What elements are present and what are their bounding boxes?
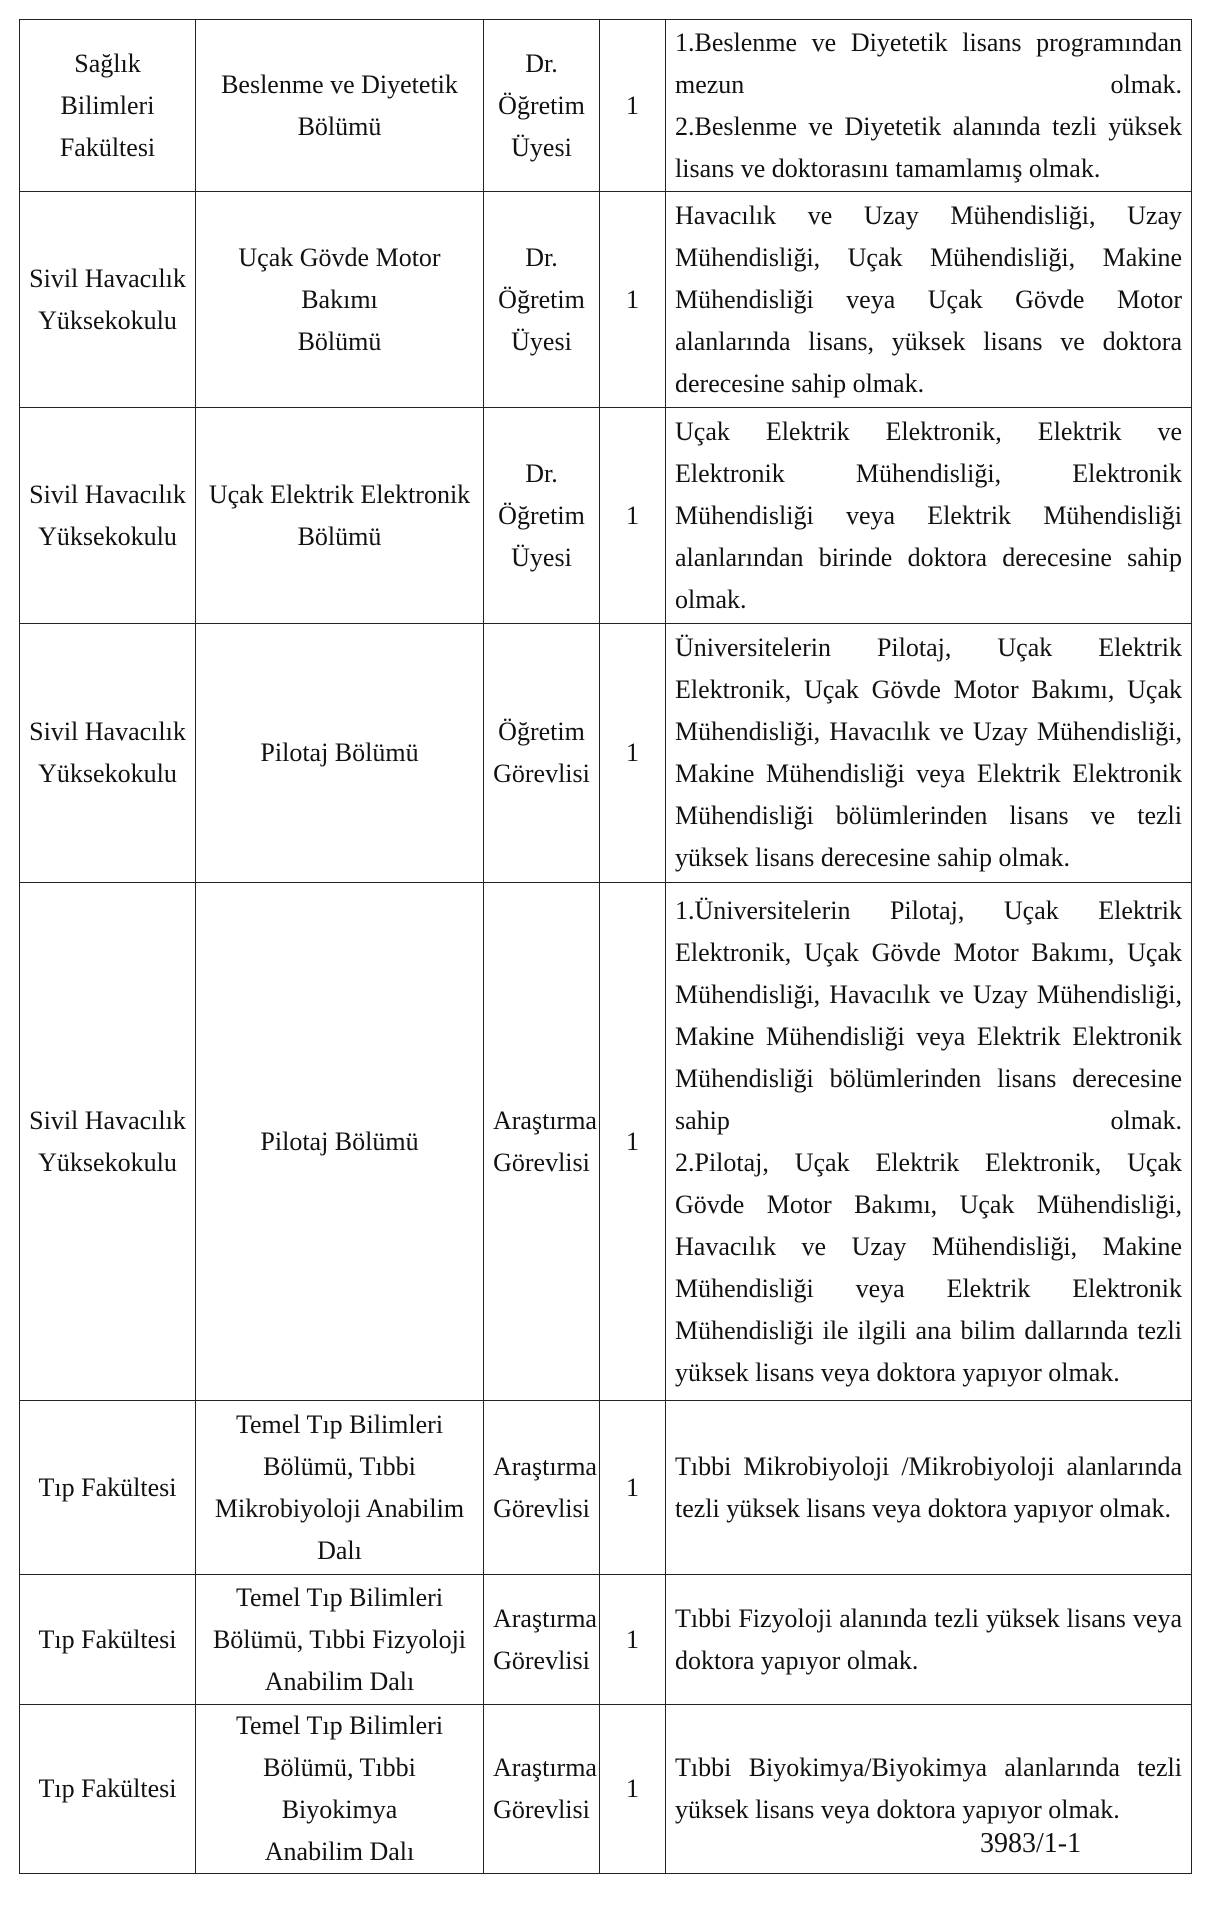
department-cell-line: Bölümü	[297, 326, 382, 356]
requirements-cell-line: Mühendisliği, Uçak Mühendisliği, Makine	[675, 242, 1182, 272]
department-cell	[196, 1401, 484, 1575]
requirements-cell-line: yüksek lisans veya doktora yapıyor olmak.	[675, 1357, 1120, 1387]
title-cell	[484, 1401, 600, 1575]
faculty-cell	[20, 883, 196, 1401]
title-cell	[484, 20, 600, 192]
page-number: 3983/1-1	[980, 1828, 1082, 1859]
table-row	[20, 408, 1192, 624]
requirements-cell-line: 1.Beslenme ve Diyetetik lisans programından	[675, 27, 1182, 57]
faculty-cell-line: Sivil Havacılık	[29, 717, 186, 746]
table-row	[20, 20, 1192, 192]
title-cell	[484, 624, 600, 883]
requirements-cell-line: Gövde Motor Bakımı, Uçak Mühendisliği,	[675, 1189, 1182, 1219]
requirements-cell	[666, 624, 1192, 883]
requirements-cell-line: Makine Mühendisliği veya Elektrik Elektronik	[675, 1021, 1182, 1051]
table-row	[20, 1575, 1192, 1705]
requirements-cell-line: Elektronik, Uçak Gövde Motor Bakımı, Uçak	[675, 937, 1182, 967]
requirements-cell-line: Mühendisliği bölümlerinden lisans derecesine	[675, 1063, 1182, 1093]
requirements-cell-line: alanlarında lisans, yüksek lisans ve doktora	[675, 326, 1182, 356]
requirements-cell	[666, 408, 1192, 624]
requirements-cell-line: Havacılık ve Uzay Mühendisliği, Makine	[675, 1231, 1182, 1261]
count-cell: 1	[600, 192, 666, 408]
requirements-cell-line: Tıbbi Mikrobiyoloji /Mikrobiyoloji alanlarında	[675, 1451, 1182, 1481]
faculty-cell	[20, 20, 196, 192]
requirements-cell	[666, 883, 1192, 1401]
faculty-cell	[20, 624, 196, 883]
department-cell-line: Anabilim Dalı	[264, 1837, 415, 1866]
title-cell-line: Üyesi	[511, 542, 572, 572]
count-cell: 1	[600, 883, 666, 1401]
faculty-cell-line: Fakültesi	[59, 132, 156, 162]
department-cell	[196, 883, 484, 1401]
table-row	[20, 883, 1192, 1401]
faculty-cell-line: Tıp Fakültesi	[38, 1774, 177, 1803]
requirements-cell-line: yüksek lisans derecesine sahip olmak.	[675, 843, 1070, 872]
requirements-cell-line: Uçak Elektrik Elektronik, Elektrik ve	[675, 416, 1182, 446]
count-cell: 1	[600, 1401, 666, 1575]
faculty-cell-line: Sivil Havacılık	[29, 1105, 186, 1135]
title-cell-line: Üyesi	[511, 132, 572, 162]
title-cell	[484, 1705, 600, 1874]
title-cell-line: Dr.	[525, 458, 558, 488]
department-cell-line: Bölümü, Tıbbi Fizyoloji	[212, 1624, 467, 1654]
title-cell-line: Görevlisi	[493, 759, 590, 788]
faculty-cell	[20, 1575, 196, 1705]
requirements-cell	[666, 20, 1192, 192]
title-cell-line: Araştırma	[493, 1603, 597, 1633]
title-cell	[484, 192, 600, 408]
table-row	[20, 1401, 1192, 1575]
requirements-cell	[666, 192, 1192, 408]
count-cell: 1	[600, 1575, 666, 1705]
faculty-cell-line: Yüksekokulu	[38, 1147, 177, 1177]
department-cell-line: Temel Tıp Bilimleri	[235, 1582, 444, 1612]
department-cell-line: Pilotaj Bölümü	[260, 1126, 419, 1156]
department-cell	[196, 1575, 484, 1705]
requirements-cell-line: Mühendisliği, Havacılık ve Uzay Mühendisliği,	[675, 979, 1182, 1009]
title-cell-line: Öğretim	[498, 284, 585, 314]
department-cell-line: Anabilim Dalı	[264, 1666, 415, 1696]
requirements-cell-line: Tıbbi Fizyoloji alanında tezli yüksek lisans veya	[675, 1603, 1182, 1633]
department-cell-line: Temel Tıp Bilimleri	[235, 1711, 444, 1740]
faculty-cell	[20, 192, 196, 408]
department-cell-line: Pilotaj Bölümü	[260, 738, 419, 767]
faculty-cell	[20, 408, 196, 624]
count-cell: 1	[600, 408, 666, 624]
faculty-cell	[20, 1705, 196, 1874]
count-cell: 1	[600, 20, 666, 192]
faculty-cell-line: Sivil Havacılık	[29, 263, 186, 293]
table-row	[20, 624, 1192, 883]
requirements-cell-line: Mühendisliği bölümlerinden lisans ve tezli	[675, 801, 1182, 830]
requirements-cell-line: Elektronik, Uçak Gövde Motor Bakımı, Uçak	[675, 675, 1182, 704]
department-cell-line: Bakımı	[301, 284, 378, 314]
table-row	[20, 192, 1192, 408]
requirements-cell-line: olmak.	[675, 584, 747, 614]
department-cell-line: Bölümü	[297, 521, 382, 551]
title-cell-line: Dr.	[525, 48, 558, 78]
requirements-cell-line: doktora yapıyor olmak.	[675, 1645, 919, 1675]
requirements-cell	[666, 1705, 1192, 1874]
title-cell-line: Araştırma	[493, 1451, 597, 1481]
requirements-cell	[666, 1575, 1192, 1705]
faculty-cell	[20, 1401, 196, 1575]
requirements-cell-line: 2.Beslenme ve Diyetetik alanında tezli yüksek	[675, 111, 1182, 141]
faculty-cell-line: Tıp Fakültesi	[38, 1624, 177, 1654]
department-cell	[196, 20, 484, 192]
department-cell-line: Uçak Gövde Motor	[238, 242, 441, 272]
faculty-cell-line: Yüksekokulu	[38, 521, 177, 551]
faculty-cell-line: Sağlık Bilimleri	[60, 48, 155, 120]
requirements-cell-line: Mühendisliği ile ilgili ana bilim dallarında tezli	[675, 1315, 1182, 1345]
requirements-cell-line: 2.Pilotaj, Uçak Elektrik Elektronik, Uçak	[675, 1147, 1182, 1177]
count-cell: 1	[600, 1705, 666, 1874]
requirements-cell-line: Elektronik Mühendisliği, Elektronik	[675, 458, 1182, 488]
requirements-cell-line: Mühendisliği veya Elektrik Elektronik	[675, 1273, 1182, 1303]
faculty-cell-line: Tıp Fakültesi	[38, 1472, 177, 1502]
department-cell	[196, 408, 484, 624]
positions-table	[19, 19, 1192, 1874]
department-cell	[196, 624, 484, 883]
title-cell-line: Araştırma	[493, 1753, 597, 1782]
requirements-cell-line: Üniversitelerin Pilotaj, Uçak Elektrik	[675, 633, 1182, 662]
requirements-cell-line: Mühendisliği veya Elektrik Mühendisliği	[675, 500, 1182, 530]
faculty-cell-line: Yüksekokulu	[38, 759, 177, 788]
title-cell-line: Üyesi	[511, 326, 572, 356]
requirements-cell-line: tezli yüksek lisans veya doktora yapıyor olmak.	[675, 1493, 1172, 1523]
requirements-cell-line: Tıbbi Biyokimya/Biyokimya alanlarında tezli	[675, 1753, 1182, 1782]
department-cell-line: Beslenme ve Diyetetik	[221, 69, 458, 99]
requirements-cell-line: derecesine sahip olmak.	[675, 368, 925, 398]
requirements-cell-line: alanlarından birinde doktora derecesine sahip	[675, 542, 1182, 572]
department-cell-line: Dalı	[317, 1535, 362, 1565]
faculty-cell-line: Sivil Havacılık	[29, 479, 186, 509]
department-cell-line: Temel Tıp Bilimleri	[235, 1409, 444, 1439]
title-cell-line: Araştırma	[493, 1105, 597, 1135]
department-cell	[196, 192, 484, 408]
title-cell-line: Görevlisi	[493, 1493, 590, 1523]
title-cell-line: Dr.	[525, 242, 558, 272]
requirements-cell-line: Mühendisliği veya Uçak Gövde Motor	[675, 284, 1182, 314]
title-cell	[484, 1575, 600, 1705]
requirements-cell	[666, 1401, 1192, 1575]
title-cell-line: Öğretim	[498, 500, 585, 530]
requirements-cell-line: Havacılık ve Uzay Mühendisliği, Uzay	[675, 200, 1182, 230]
title-cell	[484, 883, 600, 1401]
title-cell-line: Görevlisi	[493, 1645, 590, 1675]
requirements-cell-line: lisans ve doktorasını tamamlamış olmak.	[675, 153, 1101, 183]
title-cell-line: Görevlisi	[493, 1147, 590, 1177]
title-cell-line: Görevlisi	[493, 1795, 590, 1824]
department-cell-line: Mikrobiyoloji Anabilim	[214, 1493, 465, 1523]
department-cell-line: Bölümü, Tıbbi	[263, 1451, 416, 1481]
title-cell-line: Öğretim	[498, 90, 585, 120]
department-cell	[196, 1705, 484, 1874]
requirements-cell-line: Makine Mühendisliği veya Elektrik Elektronik	[675, 759, 1182, 788]
requirements-cell-line: sahip olmak.	[675, 1105, 1182, 1135]
title-cell	[484, 408, 600, 624]
department-cell-line: Bölümü	[297, 111, 382, 141]
requirements-cell-line: 1.Üniversitelerin Pilotaj, Uçak Elektrik	[675, 895, 1182, 925]
title-cell-line: Öğretim	[498, 717, 585, 746]
requirements-cell-line: yüksek lisans veya doktora yapıyor olmak.	[675, 1795, 1120, 1824]
requirements-cell-line: Mühendisliği, Havacılık ve Uzay Mühendisliği,	[675, 717, 1182, 746]
faculty-cell-line: Yüksekokulu	[38, 305, 177, 335]
requirements-cell-line: mezun olmak.	[675, 69, 1182, 99]
department-cell-line: Bölümü, Tıbbi Biyokimya	[263, 1753, 416, 1824]
count-cell: 1	[600, 624, 666, 883]
positions-table-body	[20, 20, 1192, 1874]
department-cell-line: Uçak Elektrik Elektronik	[208, 479, 471, 509]
